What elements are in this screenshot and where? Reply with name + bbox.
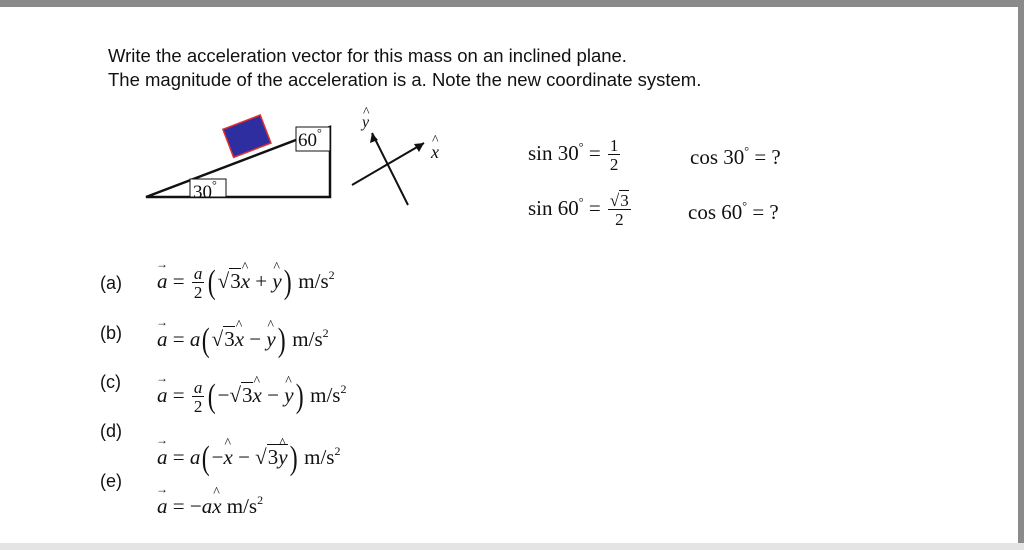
y-hat-label: y ^ — [362, 114, 369, 132]
option-c-equation: a → = $\frac{a}{2}$ (−√3x ^ − y ^) $m/s^2$ — [157, 379, 346, 415]
angle-label-60: 60° — [298, 126, 322, 151]
option-label-e[interactable]: (e) — [100, 471, 122, 491]
option-a-equation: a → = $\frac{a}{2}$ (√3x ^ + y ^) $m/s^2$ — [157, 265, 335, 301]
angle-label-30: 30° — [193, 178, 217, 203]
option-label-b[interactable]: (b) — [100, 323, 122, 343]
cos30-equation: cos 30° = ? — [690, 144, 781, 169]
sin60-equation: sin 60° = $\frac{√3}{2}$ — [528, 191, 629, 229]
bottom-bar — [0, 543, 1024, 550]
option-label-a[interactable]: (a) — [100, 273, 122, 293]
cos60-equation: cos 60° = ? — [688, 199, 779, 224]
option-d-equation: a → = a(−x ^ − √3y ^) $m/s^2$ — [157, 442, 340, 476]
option-label-d[interactable]: (d) — [100, 421, 122, 441]
x-hat-label: x ^ — [431, 142, 439, 163]
slide — [0, 7, 1018, 543]
question-line-2: The magnitude of the acceleration is a. Note the new coordinate system. — [108, 69, 702, 90]
option-e-equation: a → = −ax ^ $m/s^2$ — [157, 493, 263, 519]
option-b-equation: a → = a(√3x ^ − y ^) $m/s^2$ — [157, 324, 329, 358]
option-label-c[interactable]: (c) — [100, 372, 121, 392]
question-line-1: Write the acceleration vector for this mass on an inclined plane. — [108, 45, 627, 66]
incline-diagram — [130, 107, 470, 217]
sin30-equation: sin 30° = $\frac{1}{2}$ — [528, 136, 619, 174]
y-axis-line — [372, 133, 408, 205]
